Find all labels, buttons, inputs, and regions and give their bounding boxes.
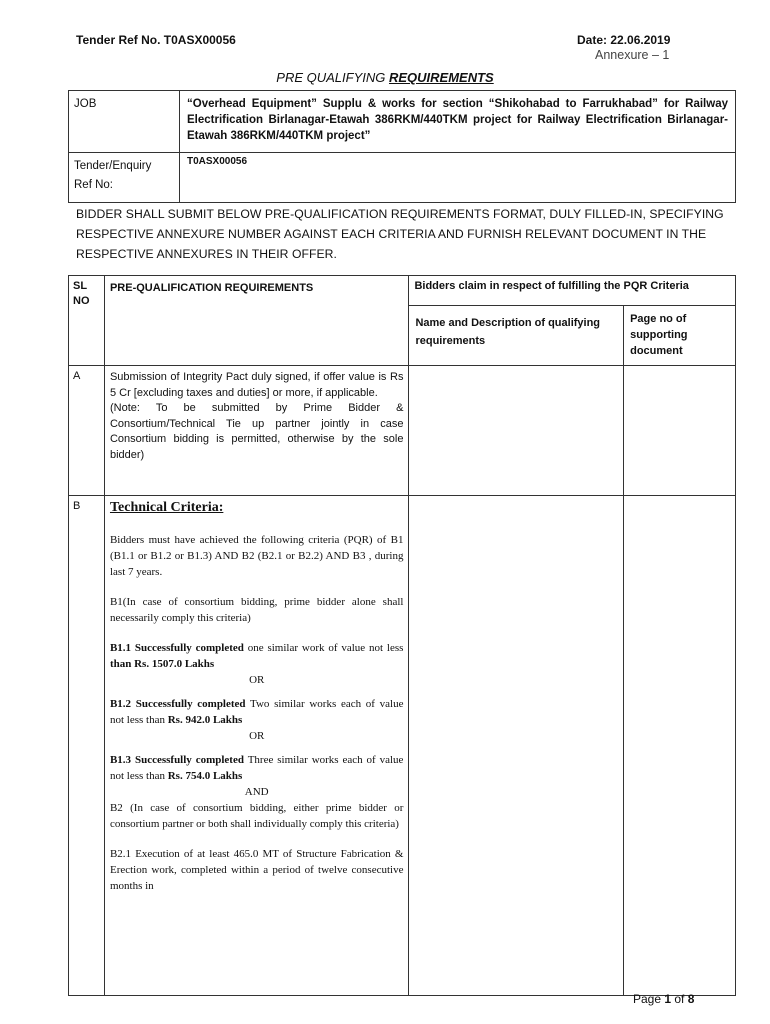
row-b-page-cell bbox=[624, 496, 736, 996]
title-emphasis: REQUIREMENTS bbox=[388, 70, 494, 85]
row-a-line2: (Note: To be submitted by Prime Bidder & Consortium/Technical Tie up partner jointly in case Consortium bidding is permitted, otherwise by the sole bidder) bbox=[109, 402, 404, 461]
job-value: “Overhead Equipment” Supplu & works for section “Shikohabad to Farrukhabad” for Railway Electrification Birlanagar-Etawah 386RKM/440TKM project for Railway Electrification Birlanagar-Etawah 386RKM/440TKM project” bbox=[180, 91, 736, 153]
footer-page-number: 1 bbox=[664, 992, 672, 1006]
instruction-text: BIDDER SHALL SUBMIT BELOW PRE-QUALIFICATION REQUIREMENTS FORMAT, DULY FILLED-IN, SPECIFYING RESPECTIVE ANNEXURE NUMBER AGAINST EACH CRITERIA AND FURNISH RELEVANT DOCUMENT IN THE RESPECTIVE ANNEXURES IN THEIR OFFER. bbox=[76, 207, 724, 261]
row-b-b12: B1.2 Successfully completed Two similar works each of value not less than Rs. 942.0 Lakhs bbox=[109, 698, 404, 726]
page-no-header: Page no of supporting document bbox=[624, 306, 736, 366]
row-a bbox=[69, 366, 736, 496]
sl-no-header bbox=[69, 276, 105, 366]
tender-ref-header: Tender Ref No. T0ASX00056 bbox=[76, 33, 236, 47]
job-row bbox=[69, 91, 736, 153]
page-title bbox=[0, 70, 770, 85]
sl-header-line1: SL bbox=[73, 280, 88, 292]
row-b-requirement bbox=[104, 496, 408, 996]
footer-page-total: 8 bbox=[687, 992, 695, 1006]
claim-header: Bidders claim in respect of fulfilling the PQR Criteria bbox=[409, 276, 736, 306]
row-a-page-cell bbox=[624, 366, 736, 496]
row-a-letter: A bbox=[69, 366, 105, 496]
page-footer bbox=[633, 992, 694, 1006]
row-b-b2-note: B2 (In case of consortium bidding, either prime bidder or consortium partner or both shall individually comply this criteria) bbox=[109, 802, 404, 830]
row-a-claim-cell bbox=[409, 366, 624, 496]
row-b-b11: B1.1 Successfully completed one similar work of value not less than Rs. 1507.0 Lakhs bbox=[109, 642, 404, 670]
pqr-table bbox=[68, 275, 736, 996]
row-a-line1: Submission of Integrity Pact duly signed, if offer value is Rs 5 Cr [excluding taxes and duties] or more, if applicable. bbox=[109, 371, 404, 399]
row-b-b1-note: B1(In case of consortium bidding, prime bidder alone shall necessarily comply this criteria) bbox=[109, 596, 404, 624]
technical-criteria-heading: Technical Criteria: bbox=[109, 500, 224, 515]
job-table bbox=[68, 90, 736, 203]
ref-row bbox=[69, 153, 736, 203]
ref-value: T0ASX00056 bbox=[180, 153, 736, 203]
annexure-label: Annexure – 1 bbox=[595, 48, 670, 62]
row-b-b13: B1.3 Successfully completed Three similar works each of value not less than Rs. 754.0 Lakhs bbox=[109, 754, 404, 782]
requirements-header: PRE-QUALIFICATION REQUIREMENTS bbox=[104, 276, 408, 366]
date-header: Date: 22.06.2019 bbox=[577, 33, 671, 47]
row-b-or-2: OR bbox=[249, 730, 265, 742]
ref-label-line2: Ref No: bbox=[74, 179, 113, 191]
name-description-header: Name and Description of qualifying requirements bbox=[409, 306, 624, 366]
pqr-header-row bbox=[69, 276, 736, 306]
job-label: JOB bbox=[69, 91, 180, 153]
row-b-b21: B2.1 Execution of at least 465.0 MT of Structure Fabrication & Erection work, completed within a period of twelve consecutive months in bbox=[109, 848, 404, 892]
footer-prefix: Page bbox=[633, 992, 665, 1006]
title-prefix: PRE QUALIFYING bbox=[276, 70, 389, 85]
sl-header-line2: NO bbox=[73, 295, 90, 307]
row-b-and: AND bbox=[244, 786, 269, 798]
row-b-intro: Bidders must have achieved the following criteria (PQR) of B1 (B1.1 or B1.2 or B1.3) AND B2 (B2.1 or B2.2) AND B3 , during last 7 years. bbox=[109, 534, 404, 578]
row-b-letter: B bbox=[69, 496, 105, 996]
ref-label-line1: Tender/Enquiry bbox=[74, 160, 152, 172]
row-b-claim-cell bbox=[409, 496, 624, 996]
ref-label bbox=[69, 153, 180, 203]
row-b bbox=[69, 496, 736, 996]
footer-of: of bbox=[671, 992, 688, 1006]
row-a-requirement bbox=[104, 366, 408, 496]
row-b-or-1: OR bbox=[249, 674, 265, 686]
